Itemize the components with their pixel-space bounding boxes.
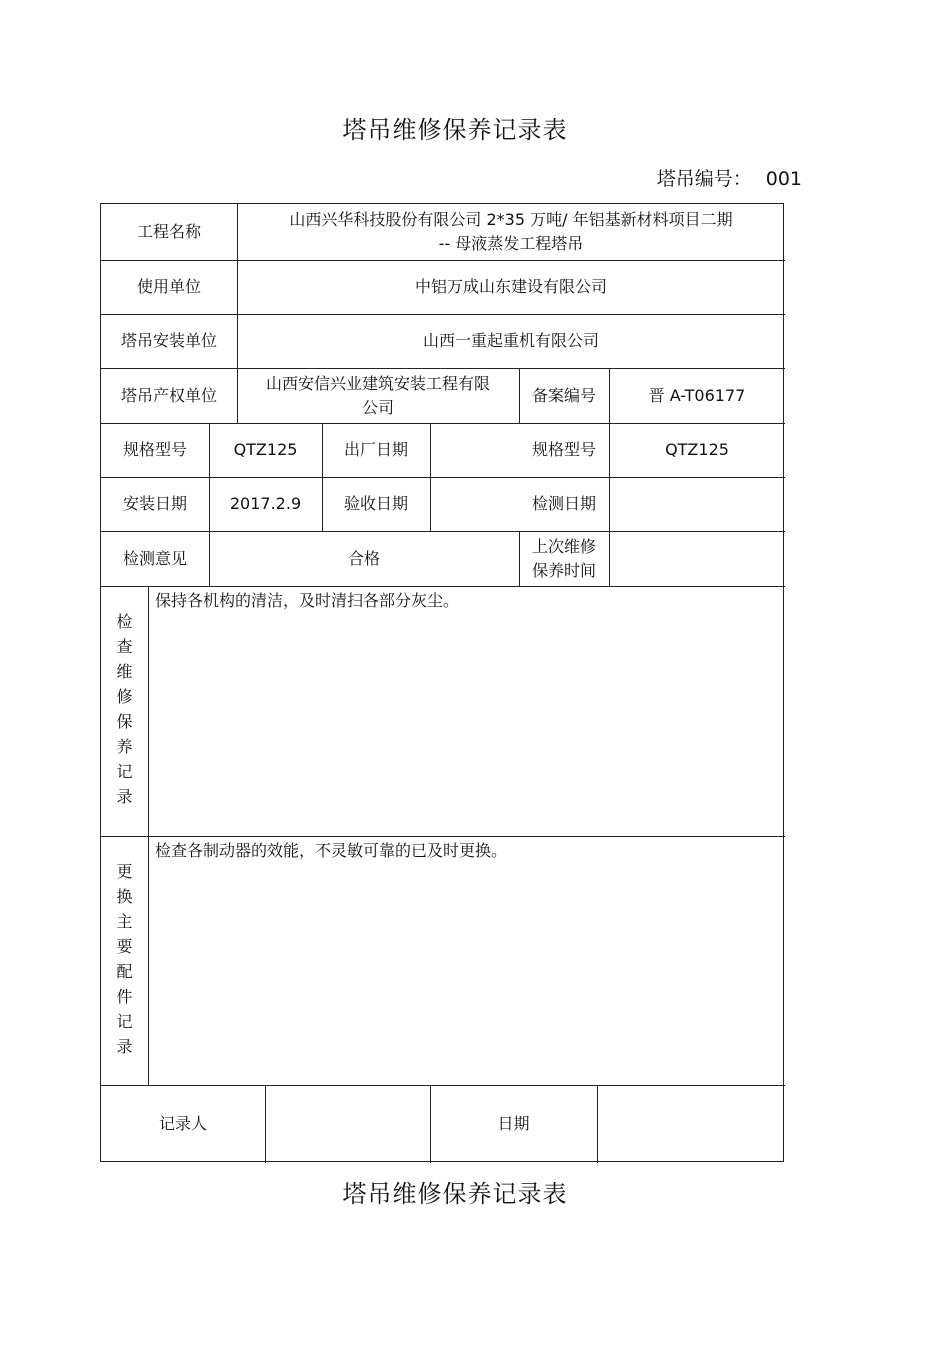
label-char: 件 <box>116 987 133 1006</box>
spec-label-2: 规格型号 <box>531 440 596 459</box>
project-name-line1: 山西兴华科技股份有限公司 2*35 万吨/ 年铝基新材料项目二期 <box>289 210 733 229</box>
owner-unit-value <box>237 368 519 423</box>
spec-value-2: QTZ125 <box>665 440 729 459</box>
acceptance-date-value <box>430 477 519 531</box>
label-char: 保 <box>116 712 133 731</box>
last-maintenance-label <box>519 531 609 586</box>
page-title-repeat: 塔吊维修保养记录表 <box>342 1180 568 1208</box>
spec-value: QTZ125 <box>233 440 298 459</box>
label-char: 查 <box>116 637 133 656</box>
last-maintenance-value <box>609 531 785 586</box>
label-char: 主 <box>116 912 133 931</box>
date-label: 日期 <box>497 1114 530 1133</box>
owner-unit-line1: 山西安信兴业建筑安装工程有限 <box>265 373 490 393</box>
user-unit-label: 使用单位 <box>136 277 201 296</box>
project-name-value <box>237 204 785 260</box>
owner-unit-label: 塔吊产权单位 <box>120 385 217 405</box>
parts-replacement-label <box>101 859 148 1059</box>
label-char: 配 <box>116 962 133 981</box>
label-char: 检 <box>116 612 133 631</box>
page-title: 塔吊维修保养记录表 <box>342 116 568 144</box>
crane-number-value: 001 <box>765 168 802 190</box>
maintenance-record-content: 保持各机构的清洁，及时清扫各部分灰尘。 <box>155 591 460 610</box>
factory-date-value <box>430 423 519 477</box>
label-char: 更 <box>116 862 133 881</box>
owner-unit-line2: 公司 <box>361 397 394 417</box>
label-char: 修 <box>116 687 133 706</box>
spec-label: 规格型号 <box>122 440 187 459</box>
inspection-date-value <box>609 477 785 531</box>
maintenance-record-label <box>101 609 148 809</box>
label-char: 要 <box>116 937 133 956</box>
crane-number <box>657 164 802 191</box>
maintenance-record-form <box>100 203 784 1162</box>
project-name-line2: -- 母液蒸发工程塔吊 <box>438 234 584 253</box>
record-number-label: 备案编号 <box>531 385 596 405</box>
date-value <box>597 1085 785 1163</box>
acceptance-date-label: 验收日期 <box>343 494 408 513</box>
label-char: 换 <box>116 887 133 906</box>
project-name-label: 工程名称 <box>136 222 201 241</box>
inspection-opinion-value: 合格 <box>347 548 380 568</box>
label-char: 记 <box>116 1012 133 1031</box>
label-char: 录 <box>116 1037 133 1056</box>
recorder-value <box>265 1085 430 1163</box>
inspection-opinion-label: 检测意见 <box>122 548 187 568</box>
record-number-value: 晋 A-T06177 <box>648 385 746 405</box>
install-date-value: 2017.2.9 <box>229 494 302 513</box>
inspection-date-label: 检测日期 <box>531 494 596 513</box>
last-maintenance-line1: 上次维修 <box>531 536 596 556</box>
install-unit-label: 塔吊安装单位 <box>120 331 217 350</box>
install-date-label: 安装日期 <box>122 494 187 513</box>
last-maintenance-line2: 保养时间 <box>531 560 596 580</box>
label-char: 记 <box>116 762 133 781</box>
install-unit-value: 山西一重起重机有限公司 <box>422 331 599 350</box>
crane-number-label: 塔吊编号： <box>656 168 752 190</box>
recorder-label: 记录人 <box>158 1114 207 1133</box>
factory-date-label: 出厂日期 <box>343 440 408 459</box>
label-char: 维 <box>116 662 133 681</box>
parts-replacement-content: 检查各制动器的效能，不灵敏可靠的已及时更换。 <box>155 841 508 860</box>
label-char: 录 <box>116 787 133 806</box>
user-unit-value: 中铝万成山东建设有限公司 <box>414 277 607 296</box>
label-char: 养 <box>116 737 133 756</box>
